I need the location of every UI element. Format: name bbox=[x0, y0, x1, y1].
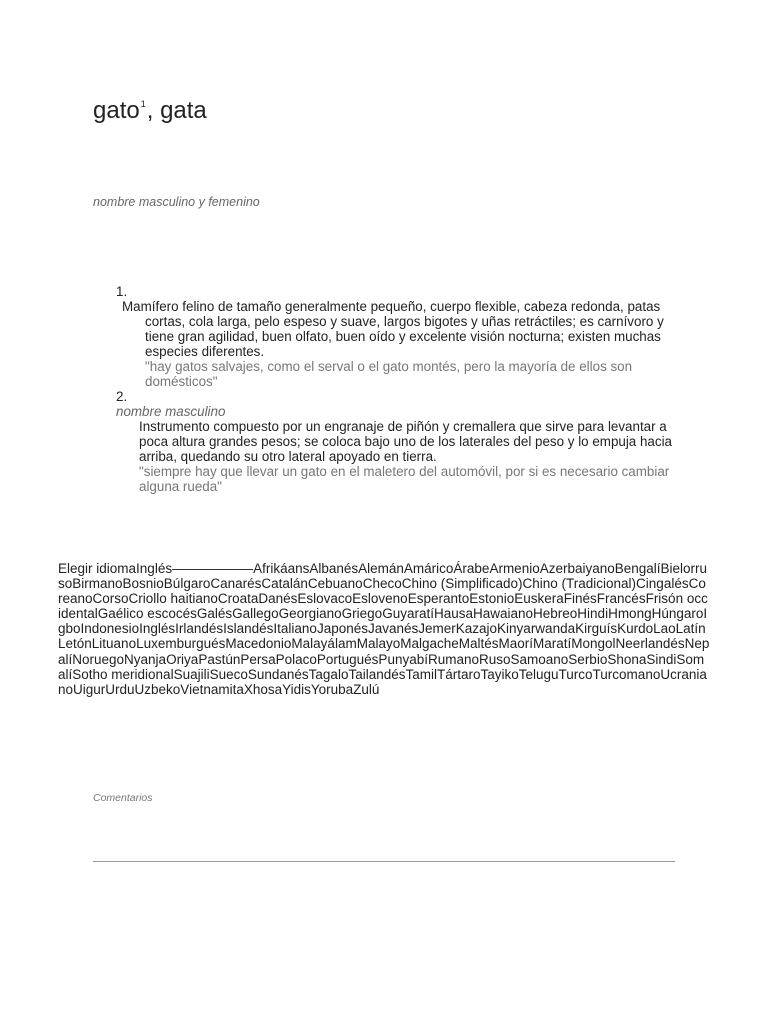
comments-link[interactable]: Comentarios bbox=[93, 792, 153, 804]
sense-number: 1. bbox=[116, 284, 128, 299]
sense-definition bbox=[116, 299, 676, 389]
language-selector-label: Elegir idioma bbox=[58, 561, 137, 576]
grammatical-category: nombre masculino y femenino bbox=[93, 195, 260, 209]
language-options[interactable]: Inglés——————AfrikáansAlbanésAlemánAmáricoÁrabeArmenioAzerbaiyanoBengalíBielorrusoBirmanoBosnioBúlgaroCanarésCatalánCebuanoChecoChino (Simplificado)Chino (Tradicional)CingalésCoreanoCorsoCriollo haitianoCroataDanésEslovacoEslovenoEsperantoEstonioEuskeraFinésFrancésFrisón occidentalGaélico escocésGalésGallegoGeorgianoGriegoGuyaratíHausaHawaianoHebreoHindiHmongHúngaroIgboIndonesioInglésIrlandésIslandésItalianoJaponésJavanésJemerKazajoKinyarwandaKirguísKurdoLaoLatínLetónLituanoLuxemburguésMacedonioMalayálamMalayoMalgacheMaltésMaoríMaratíMongolNeerlandésNepalíNoruegoNyanjaOriyaPastúnPersaPolacoPortuguésPunyabíRumanoRusoSamoanoSerbioShonaSindiSomalíSotho meridionalSuajiliSuecoSundanésTagaloTailandésTamilTártaroTayikoTeluguTurcoTurcomanoUcranianoUigurUrduUzbekoVietnamitaXhosaYidisYorubaZulú bbox=[58, 561, 710, 697]
sense-definition bbox=[116, 419, 679, 494]
definition-text: Mamífero felino de tamaño generalmente pequeño, cuerpo flexible, cabeza redonda, patas cortas, cola larga, pelo espeso y suave, largos bigotes y uñas retráctiles; es carnívoro y tiene gran agilidad, buen olfato, buen oído y excelente visión nocturna; existen muchas especies diferentes. bbox=[122, 299, 664, 359]
language-selector[interactable] bbox=[58, 561, 710, 697]
sense-category: nombre masculino bbox=[116, 404, 226, 419]
sense-example: "siempre hay que llevar un gato en el maletero del automóvil, por si es necesario cambiar alguna rueda" bbox=[139, 464, 670, 494]
headword-main: gato bbox=[93, 97, 140, 124]
sense-example: "hay gatos salvajes, como el serval o el gato montés, pero la mayoría de ellos son domésticos" bbox=[145, 359, 633, 389]
divider bbox=[93, 861, 675, 862]
sense-number: 2. bbox=[116, 389, 128, 404]
homograph-number: 1 bbox=[140, 99, 146, 109]
definition-text: Instrumento compuesto por un engranaje de piñón y cremallera que sirve para levantar a poca altura grandes pesos; se coloca bajo uno de los laterales del peso y lo empuja hacia arriba, quedando su otro lateral apoyado en tierra. bbox=[139, 419, 672, 464]
headword-feminine: , gata bbox=[146, 97, 207, 124]
senses-list bbox=[116, 284, 676, 494]
headword bbox=[93, 88, 207, 127]
